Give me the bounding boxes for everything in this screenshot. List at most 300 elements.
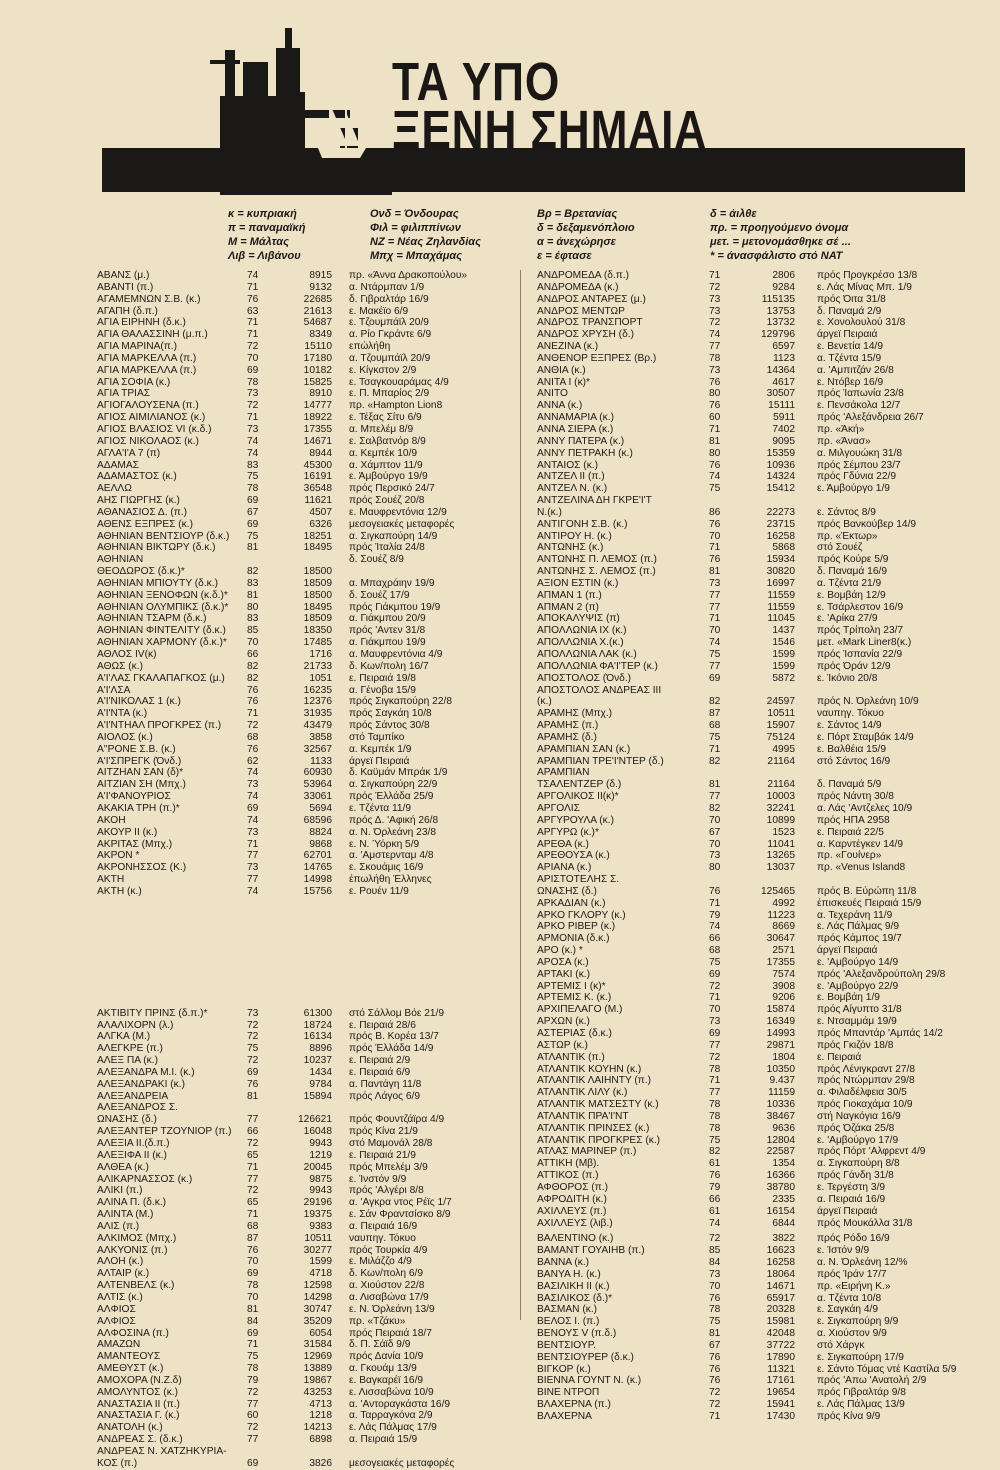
ship-row <box>97 1209 517 1221</box>
ship-name: ΑΛΙΝΤΑ (Μ.) <box>97 1209 154 1221</box>
ship-name: ΒΙΕΝΝΑ ΓΟΥΝΤ Ν. (κ.) <box>537 1375 642 1387</box>
build-year: 68 <box>709 945 721 957</box>
ship-name: ΑΞΙΟΝ ΕΣΤΙΝ (κ.) <box>537 577 619 589</box>
ship-name: ΑΚΡΟΝΗΣΣΟΣ (Κ.) <box>97 862 187 874</box>
tonnage: 8824 <box>309 826 332 838</box>
tonnage: 31935 <box>303 708 332 720</box>
position-note: ε. Τεργέστη 3/9 <box>817 1181 886 1193</box>
ship-name: ΑΝΙΤΑ Ι (κ)* <box>537 376 591 388</box>
build-year: 75 <box>247 1351 259 1363</box>
ship-row <box>97 767 517 779</box>
ship-name: ΑΤΛΑΝΤΙΚ ΠΡΑ'Ι'ΝΤ <box>537 1110 629 1122</box>
position-note: δ. Κων/πολη 6/9 <box>349 1268 423 1280</box>
position-note: πρός Σιγκαπούρη 22/8 <box>349 696 452 708</box>
position-note: ε. Σαλβατνόρ 8/9 <box>349 435 426 447</box>
tonnage: 15110 <box>304 341 332 353</box>
ship-row <box>537 578 957 590</box>
position-note: μεσογειακές μεταφορές <box>349 1457 455 1469</box>
build-year: 67 <box>247 506 259 518</box>
ship-name: ΑΝΤΙΡΟΥ Η. (κ.) <box>537 530 612 542</box>
position-note: πρός Κάμπος 19/7 <box>817 933 902 945</box>
ship-name: ΑΡΓΥΡΩ (κ.)* <box>537 826 599 838</box>
ship-row <box>537 1016 957 1028</box>
build-year: 76 <box>709 376 721 388</box>
ship-row <box>537 566 957 578</box>
build-year: 72 <box>247 341 259 353</box>
position-note: πρός Κίνα 21/9 <box>349 1126 418 1138</box>
ship-row <box>537 791 957 803</box>
tonnage: 17180 <box>303 352 332 364</box>
ship-name: ΑΡΧΙΠΕΛΑΓΟ (Μ.) <box>537 1004 623 1016</box>
ship-name: ΑΛΕΞΙΑ ΙΙ.(δ.π.) <box>97 1138 170 1149</box>
build-year: 76 <box>247 293 259 305</box>
tonnage: 10003 <box>766 791 795 803</box>
position-note: ε. Πόρτ Σταμβάκ 14/9 <box>817 731 914 743</box>
position-note: α. Μπαχράιην 19/9 <box>349 577 435 589</box>
ship-name: ΑΛΤΕΝΒΕΛΣ (κ.) <box>97 1280 175 1292</box>
ship-list-right <box>537 270 957 1423</box>
build-year: 71 <box>247 1339 259 1351</box>
tonnage: 2806 <box>772 270 795 281</box>
build-year: 82 <box>247 660 259 672</box>
position-note: άργεϊ Πειραιά <box>349 755 410 767</box>
ship-name: ΑΣΤΩΡ (κ.) <box>537 1039 588 1051</box>
tonnage: 22273 <box>766 506 795 518</box>
ship-name: ΑΡΙΣΤΟΤΕΛΗΣ Σ. <box>537 874 620 886</box>
ship-name: ΑΝΤΑΙΟΣ (κ.) <box>537 459 599 471</box>
build-year: 72 <box>709 980 721 992</box>
ship-row <box>537 756 957 768</box>
build-year: 73 <box>247 423 259 435</box>
tonnage: 17890 <box>766 1351 795 1363</box>
position-note: α. 'Αγκρα ντος Ρέϊς 1/7 <box>349 1197 452 1209</box>
build-year: 74 <box>709 471 721 483</box>
tonnage: 68596 <box>303 814 332 826</box>
ship-name: ΑΠΟΛΛΩΝΙΑ ΙΧ (κ.) <box>537 625 627 637</box>
build-year: 82 <box>709 802 721 814</box>
build-year: 75 <box>709 649 721 660</box>
ship-name: ΑΤΛΑΝΤΙΚ ΜΑΤΣΕΣΤΥ (κ.) <box>537 1099 659 1111</box>
build-year: 69 <box>247 1327 259 1339</box>
ship-row <box>537 862 957 874</box>
build-year: 73 <box>709 850 721 862</box>
position-note: α. Ντάρμπαν 1/9 <box>349 281 425 293</box>
position-note: δ. Παναμά 5/9 <box>817 779 882 791</box>
ship-row <box>537 1375 957 1387</box>
ship-row <box>537 531 957 543</box>
position-note: πρός Β. Εύρώπη 11/8 <box>817 885 917 897</box>
tonnage: 33061 <box>303 791 332 803</box>
ship-name: ΑΚΟΗ <box>97 814 126 826</box>
ship-name: ΑΡΟ (κ.) * <box>537 945 583 957</box>
ship-row <box>97 708 517 720</box>
ship-row <box>97 578 517 590</box>
tonnage: 1804 <box>772 1051 795 1063</box>
ship-row <box>537 1052 957 1064</box>
ship-row <box>97 1446 517 1458</box>
tonnage: 29871 <box>766 1039 795 1051</box>
ship-row <box>537 708 957 720</box>
ship-name: ΒΑΝΥΑ Η. (κ.) <box>537 1268 601 1280</box>
build-year: 70 <box>709 530 721 542</box>
position-note: πρός Γδύνια 22/9 <box>817 471 896 483</box>
ship-name: ΑΡΜΟΝΙΑ (δ.κ.) <box>537 933 610 945</box>
ship-row <box>537 365 957 377</box>
position-note: ε. Τζέντα 11/9 <box>349 802 412 814</box>
legend-item: Μπχ = Μπαχάμας <box>370 250 463 262</box>
ship-name: ΑΘΕΝΣ ΕΞΠΡΕΣ (κ.) <box>97 518 193 530</box>
build-year: 74 <box>247 767 259 779</box>
tonnage: 22587 <box>766 1146 795 1158</box>
position-note: ε. Άμβούργο 1/9 <box>817 483 890 495</box>
ship-row <box>97 460 517 472</box>
ship-row <box>97 649 517 661</box>
ship-row <box>97 1150 517 1162</box>
tonnage: 16366 <box>766 1170 795 1182</box>
tonnage: 18500 <box>303 566 332 578</box>
ship-name: ΑΓΙΟΣ ΑΙΜΙΛΙΑΝΟΣ (κ.) <box>97 412 206 424</box>
ship-name: ΑΡΑΜΗΣ (Μπχ.) <box>537 708 613 720</box>
position-note: μεσογειακές μεταφορές <box>349 518 455 530</box>
build-year: 67 <box>709 1339 721 1351</box>
ship-name: ΑΚΤΙΒΙΤΥ ΠΡΙΝΣ (δ.π.)* <box>97 1007 208 1019</box>
position-note: α. Σιγκαπούρη 22/9 <box>349 779 438 791</box>
build-year: 74 <box>709 637 721 649</box>
ship-row <box>97 1399 517 1411</box>
ship-row <box>97 1043 517 1055</box>
ship-name: ΑΚΟΥΡ II (κ.) <box>97 826 158 838</box>
build-year: 87 <box>247 1232 259 1244</box>
position-note: ε. Σιγκαπούρη 9/9 <box>817 1316 899 1328</box>
ship-row <box>537 519 957 531</box>
ship-name: ΑΤΛΑΝΤΙΚ ΠΡΟΓΚΡΕΣ (κ.) <box>537 1134 661 1146</box>
build-year: 71 <box>709 423 721 435</box>
tonnage: 1716 <box>309 649 332 660</box>
ship-name: ΑΡΤΑΚΙ (κ.) <box>537 968 591 980</box>
ship-row <box>537 1304 957 1316</box>
tonnage: 1599 <box>772 660 795 672</box>
build-year: 77 <box>247 874 259 886</box>
ship-row <box>537 1233 957 1245</box>
ship-name: ΑΛΕΞΑΝΤΕΡ ΤΖΟΥΝΙΟΡ (π.) <box>97 1126 232 1138</box>
abbreviation-legend <box>0 208 1000 264</box>
tonnage: 62701 <box>303 850 332 862</box>
ship-row <box>537 625 957 637</box>
position-note: ε. Σαγκάη 4/9 <box>817 1304 879 1316</box>
build-year: 72 <box>247 1055 259 1067</box>
ship-name: ΑΒΑΝΣ (μ.) <box>97 270 150 281</box>
position-note: ε. 'Αμβούργο 14/9 <box>817 956 899 968</box>
ship-name: ΩΝΑΣΗΣ (δ.) <box>97 1114 157 1126</box>
tonnage: 10511 <box>304 1232 332 1244</box>
ship-row <box>97 1245 517 1257</box>
ship-name: ΑΜΟΧΟΡΑ (Ν.Ζ.δ) <box>97 1374 182 1386</box>
ship-name: ΑΡΤΕΜΙΣ Κ. (κ.) <box>537 992 612 1004</box>
ship-name: ΑΘΗΝΙΑΝ ΒΕΝΤΣΙΟΥΡ (δ.κ.) <box>97 530 230 542</box>
ship-row <box>97 1114 517 1126</box>
legend-item: ε = έφτασε <box>537 250 592 262</box>
ship-name: ΑΝΝΑ (κ.) <box>537 400 583 412</box>
tonnage: 11045 <box>767 613 795 625</box>
position-note: ε. Σάντος 14/9 <box>817 720 882 732</box>
ship-name: ΑΤΛΑΣ ΜΑΡΙΝΕΡ (π.) <box>537 1146 637 1158</box>
ship-row <box>537 1269 957 1281</box>
ship-row <box>97 294 517 306</box>
tonnage: 30747 <box>303 1303 332 1315</box>
ship-row <box>97 862 517 874</box>
build-year: 77 <box>247 1398 259 1410</box>
position-note: πρός Όράν 12/9 <box>817 660 891 672</box>
ship-name: ΑΤΤΙΚΟΣ (π.) <box>537 1170 599 1182</box>
ship-row <box>537 270 957 282</box>
build-year: 81 <box>247 542 259 554</box>
position-note: ε. Λάς Μίνας Μπ. 1/9 <box>817 281 912 293</box>
tonnage: 4992 <box>772 897 795 909</box>
position-note: ε. Ν. Ύόρκη 5/9 <box>349 838 420 850</box>
tonnage: 10899 <box>766 814 795 826</box>
tonnage: 30507 <box>766 388 795 400</box>
legend-item: Μ = Μάλτας <box>228 236 289 248</box>
position-note: ε. Λάς Πάλμας 13/9 <box>817 1399 905 1411</box>
build-year: 70 <box>247 1256 259 1268</box>
build-year: 73 <box>709 364 721 376</box>
position-note: α. Ν. Όρλεάνη 23/8 <box>349 826 437 838</box>
tonnage: 9383 <box>309 1220 332 1232</box>
ship-name: ΑΡΑΜΗΣ (δ.) <box>537 731 597 743</box>
position-note: μετ. «Mark Liner8(κ.) <box>817 637 912 649</box>
tonnage: 19867 <box>303 1374 332 1386</box>
tonnage: 16191 <box>303 471 332 483</box>
build-year: 71 <box>709 743 721 755</box>
ship-row <box>537 495 957 507</box>
ship-row <box>537 1004 957 1016</box>
tonnage: 18064 <box>766 1268 795 1280</box>
ship-row <box>97 554 517 566</box>
ship-name: ΑΛΚΙΜΟΣ (Μπχ.) <box>97 1232 177 1244</box>
ship-row <box>97 886 517 898</box>
position-note: α. 'Αμστερνταμ 4/8 <box>349 850 434 862</box>
build-year: 75 <box>247 1043 259 1055</box>
build-year: 69 <box>247 802 259 814</box>
ship-name: ΑΠΟΛΛΩΝΙΑ ΦΑ'Ι'ΤΕΡ (κ.) <box>537 660 658 672</box>
tonnage: 43479 <box>303 720 332 732</box>
ship-row <box>97 1387 517 1399</box>
ship-row <box>537 933 957 945</box>
position-note: πρός Κίνα 9/9 <box>817 1411 881 1422</box>
ship-row <box>97 329 517 341</box>
build-year: 72 <box>247 720 259 732</box>
ship-row <box>537 1411 957 1423</box>
position-note: στή Ναγκόγια 16/9 <box>817 1110 901 1122</box>
build-year: 74 <box>247 435 259 447</box>
tonnage: 9784 <box>309 1078 332 1090</box>
ship-row <box>97 1280 517 1292</box>
ship-name: ΑΛΦΟΣΙΝΑ (π.) <box>97 1327 169 1339</box>
tonnage: 11041 <box>767 838 795 850</box>
tonnage: 5694 <box>309 802 332 814</box>
build-year: 71 <box>709 270 721 281</box>
legend-item: Βρ = Βρετανίας <box>537 208 618 220</box>
build-year: 76 <box>247 743 259 755</box>
ship-name: ΑΛΙΝΑ Π. (δ.κ.) <box>97 1197 167 1209</box>
position-note: ε. Άμβούργο 19/9 <box>349 471 428 483</box>
tonnage: 1219 <box>309 1149 332 1161</box>
ship-name: ΑΧΙΛΛΕΥΣ (π.) <box>537 1205 607 1217</box>
ship-name: ΑΛΕΞΑΝΔΡΟΣ Σ. <box>97 1102 178 1114</box>
ship-row <box>97 1339 517 1351</box>
position-note: πρός Έλλάδα 25/9 <box>349 791 434 803</box>
ship-name: ΑΡΚΟ ΓΚΛΟΡΥ (κ.) <box>537 909 626 921</box>
ship-row <box>97 1020 517 1032</box>
build-year: 70 <box>709 838 721 850</box>
tonnage: 1218 <box>309 1410 332 1422</box>
tonnage: 14993 <box>766 1028 795 1039</box>
tonnage: 13889 <box>303 1363 332 1375</box>
build-year: 78 <box>709 352 721 364</box>
build-year: 74 <box>247 791 259 803</box>
ship-name: ΑΓΙΑ ΘΑΛΑΣΣΙΝΗ (μ.π.) <box>97 329 208 341</box>
build-year: 74 <box>247 814 259 826</box>
position-note: πρός 'Αλγέρι 8/8 <box>349 1185 424 1197</box>
ship-row <box>97 1185 517 1197</box>
ship-name: ΑΘΗΝΙΑΝ ΒΙΚΤΩΡΥ (δ.κ.) <box>97 542 216 554</box>
position-note: α. Τζουμπάϊλ 20/9 <box>349 352 431 364</box>
tonnage: 20328 <box>766 1304 795 1316</box>
build-year: 83 <box>247 459 259 471</box>
position-note: ε. Σκουάμις 16/9 <box>349 862 424 874</box>
ship-row <box>97 744 517 756</box>
position-note: α. Ρίο Γκράντε 6/9 <box>349 329 432 341</box>
tonnage: 17161 <box>766 1375 795 1387</box>
position-note: έπισκευές Πειραιά 15/9 <box>817 897 922 909</box>
ship-row <box>97 1410 517 1422</box>
ship-name: ΑΘΗΝΙΑΝ ΤΣΑΡΜ (δ.κ.) <box>97 613 207 625</box>
position-note: ε. Ντσαμμάμ 19/9 <box>817 1016 897 1028</box>
build-year: 66 <box>247 1126 259 1138</box>
tonnage: 5868 <box>772 542 795 554</box>
ship-name: ΑΡΚΟ ΡΙΒΕΡ (κ.) <box>537 921 616 933</box>
ship-name: ΑΙΟΛΟΣ (κ.) <box>97 731 153 743</box>
ship-row <box>537 1087 957 1099</box>
tonnage: 10182 <box>303 364 332 376</box>
build-year: 71 <box>709 1075 721 1087</box>
build-year: 73 <box>709 293 721 305</box>
position-note: α. Χιούστον 22/8 <box>349 1280 425 1292</box>
build-year: 72 <box>247 1185 259 1197</box>
ship-name: ΑΝΝΥ ΠΑΤΕΡΑ (κ.) <box>537 435 625 447</box>
build-year: 77 <box>247 850 259 862</box>
build-year: 72 <box>247 1019 259 1031</box>
tonnage: 16134 <box>303 1031 332 1043</box>
position-note: στό Ταμπίκο <box>349 731 405 743</box>
tonnage: 21733 <box>303 660 332 672</box>
ship-name: ΑΝΤΖΕΛΙΝΑ ΔΗ ΓΚΡΕ'Ι'Τ <box>537 495 652 507</box>
tonnage: 42048 <box>766 1328 795 1340</box>
ship-row <box>537 661 957 673</box>
build-year: 70 <box>709 1280 721 1292</box>
position-note: πρ. «Γουίνερ» <box>817 850 882 862</box>
ship-name: ΑΝΙΤΟ <box>537 388 568 400</box>
legend-item: Ονδ = Όνδουρας <box>370 208 459 220</box>
ship-name: ΑΡΕΘΑ (κ.) <box>537 838 589 850</box>
position-note: ε. Μαυφρεντόνια 12/9 <box>349 506 447 518</box>
tonnage: 12598 <box>303 1280 332 1292</box>
ship-row <box>97 317 517 329</box>
ship-row <box>97 282 517 294</box>
tonnage: 14765 <box>303 862 332 874</box>
legend-item: δ = άιλθε <box>710 208 757 220</box>
tonnage: 18500 <box>303 589 332 601</box>
ship-name: ΑΘΩΣ (κ.) <box>97 660 143 672</box>
build-year: 76 <box>709 1363 721 1375</box>
tonnage: 19375 <box>303 1209 332 1221</box>
ship-row <box>537 744 957 756</box>
ship-row <box>537 1064 957 1076</box>
ship-row <box>97 1458 517 1470</box>
ship-row <box>537 921 957 933</box>
tonnage: 16258 <box>766 1257 795 1269</box>
ship-row <box>537 839 957 851</box>
ship-row <box>537 720 957 732</box>
position-note: ε. Σάν Φραντσίσκο 8/9 <box>349 1209 451 1221</box>
tonnage: 12804 <box>766 1134 795 1146</box>
build-year: 69 <box>247 1268 259 1280</box>
ship-name: ΑΓΙΑ ΤΡΙΑΣ <box>97 388 151 400</box>
ship-row <box>537 1135 957 1147</box>
position-note: ε. Π. Μπαρίος 2/9 <box>349 388 430 400</box>
build-year: 69 <box>247 495 259 507</box>
legend-item: δ = δεξαμενόπλοιο <box>537 222 635 234</box>
ship-name: ΑΚΤΗ <box>97 874 125 886</box>
ship-name: ΑΝΔΡΟΣ ΑΝΤΑΡΕΣ (μ.) <box>537 293 646 305</box>
tonnage: 115135 <box>761 293 795 305</box>
ship-name: ΑΛΕΓΚΡΕ (π.) <box>97 1043 163 1055</box>
ship-name: ΑΘΗΝΙΑΝ ΧΑΡΜΟΝΥ (δ.κ.)* <box>97 637 227 649</box>
build-year: 77 <box>709 1039 721 1051</box>
ship-name: ΑΡΑΜΠΙΑΝ <box>537 767 590 779</box>
legend-item: * = άνασφάλιστο στό ΝΑΤ <box>710 250 843 262</box>
ship-row <box>97 412 517 424</box>
build-year: 77 <box>709 1087 721 1099</box>
ship-row <box>97 779 517 791</box>
build-year: 76 <box>247 1244 259 1256</box>
tonnage: 17355 <box>766 956 795 968</box>
position-note: δ. Σουέζ 8/9 <box>349 554 404 566</box>
legend-item: πρ. = προηγούμενο όνομα <box>710 222 849 234</box>
build-year: 76 <box>709 554 721 566</box>
ship-row <box>97 661 517 673</box>
ship-name: ΒΛΑΧΕΡΝΑ (π.) <box>537 1399 611 1411</box>
position-note: πρός Όζάκα 25/8 <box>817 1122 895 1134</box>
build-year: 65 <box>247 1197 259 1209</box>
ship-row <box>537 732 957 744</box>
tonnage: 5911 <box>773 412 795 424</box>
build-year: 71 <box>709 992 721 1004</box>
ship-row <box>537 696 957 708</box>
position-note: ε. 'Αρίκα 27/9 <box>817 613 878 625</box>
position-note: δ. Σουέζ 17/9 <box>349 589 410 601</box>
tonnage: 1051 <box>309 672 332 684</box>
tonnage: 16623 <box>766 1245 795 1257</box>
tonnage: 4617 <box>772 376 795 388</box>
ship-row <box>537 377 957 389</box>
tonnage: 9095 <box>772 435 795 447</box>
build-year: 77 <box>247 1434 259 1446</box>
ship-name: ΑΚΡΟΝ * <box>97 850 140 862</box>
ship-name: ΑΝΔΡΟΣ ΜΕΝΤΩΡ <box>537 305 625 317</box>
ship-row <box>97 495 517 507</box>
tonnage: 32241 <box>766 802 795 814</box>
